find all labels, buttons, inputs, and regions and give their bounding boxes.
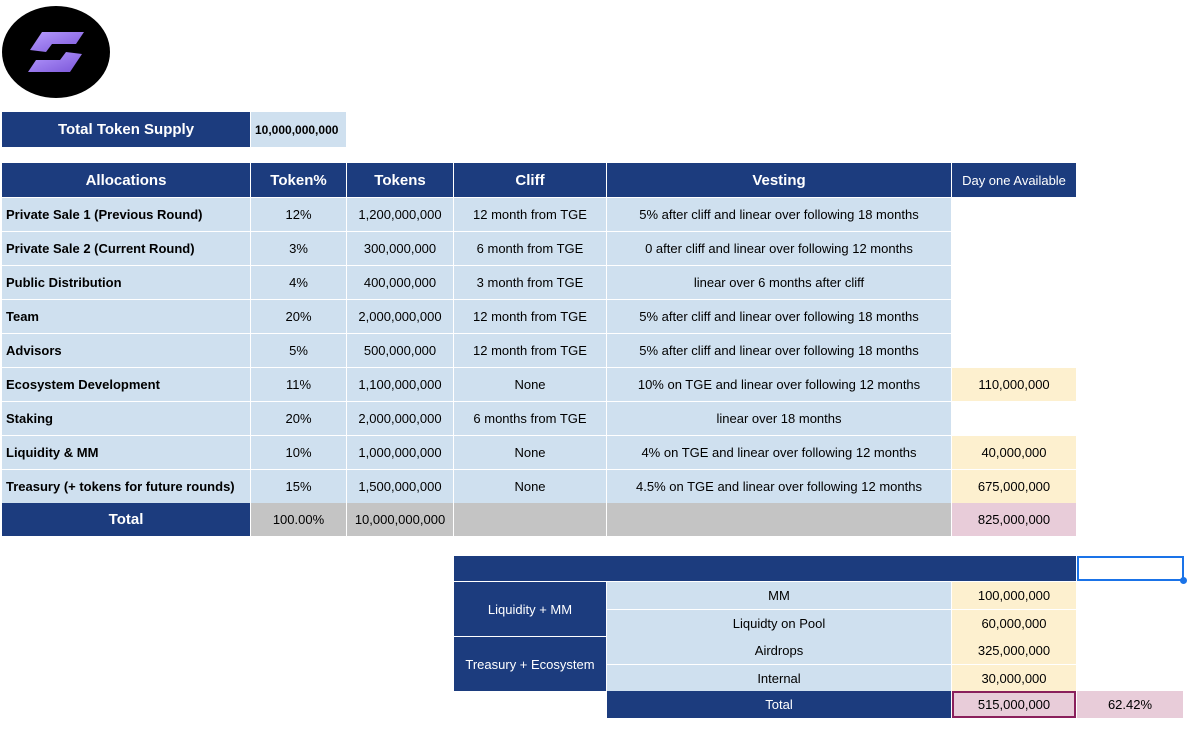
header-allocations: Allocations bbox=[2, 163, 250, 197]
row-allocation: Private Sale 2 (Current Round) bbox=[2, 232, 250, 265]
row-token-pct: 11% bbox=[251, 368, 346, 401]
row-vesting: linear over 18 months bbox=[607, 402, 951, 435]
row-tokens: 400,000,000 bbox=[347, 266, 453, 299]
row-cliff: 3 month from TGE bbox=[454, 266, 606, 299]
row-vesting: 4.5% on TGE and linear over following 12 months bbox=[607, 470, 951, 503]
row-token-pct: 4% bbox=[251, 266, 346, 299]
row-allocation: Advisors bbox=[2, 334, 250, 367]
row-token-pct: 20% bbox=[251, 402, 346, 435]
row-token-pct: 10% bbox=[251, 436, 346, 469]
row-token-pct: 3% bbox=[251, 232, 346, 265]
total-supply-value: 10,000,000,000 bbox=[251, 112, 346, 147]
row-cliff: 12 month from TGE bbox=[454, 300, 606, 333]
breakdown-group-label: Liquidity + MM bbox=[454, 582, 606, 636]
row-cliff: None bbox=[454, 368, 606, 401]
breakdown-total-value: 515,000,000 bbox=[952, 691, 1076, 718]
row-vesting: 10% on TGE and linear over following 12 months bbox=[607, 368, 951, 401]
row-token-pct: 5% bbox=[251, 334, 346, 367]
row-tokens: 2,000,000,000 bbox=[347, 300, 453, 333]
row-day-one bbox=[952, 300, 1076, 333]
row-vesting: 5% after cliff and linear over following 18 months bbox=[607, 334, 951, 367]
row-token-pct: 20% bbox=[251, 300, 346, 333]
total-supply-label: Total Token Supply bbox=[2, 112, 250, 147]
header-vesting: Vesting bbox=[607, 163, 951, 197]
header-token-pct: Token% bbox=[251, 163, 346, 197]
brand-logo bbox=[2, 6, 110, 98]
header-day-one: Day one Available bbox=[952, 163, 1076, 197]
row-allocation: Private Sale 1 (Previous Round) bbox=[2, 198, 250, 231]
total-row-pct: 100.00% bbox=[251, 503, 346, 536]
breakdown-item-value: 100,000,000 bbox=[952, 582, 1076, 609]
row-allocation: Public Distribution bbox=[2, 266, 250, 299]
breakdown-item-label: Liquidty on Pool bbox=[607, 610, 951, 637]
total-row-tokens: 10,000,000,000 bbox=[347, 503, 453, 536]
total-row-day-one: 825,000,000 bbox=[952, 503, 1076, 536]
total-row-label: Total bbox=[2, 503, 250, 536]
row-tokens: 500,000,000 bbox=[347, 334, 453, 367]
row-token-pct: 12% bbox=[251, 198, 346, 231]
row-token-pct: 15% bbox=[251, 470, 346, 503]
total-row-vesting bbox=[607, 503, 951, 536]
row-tokens: 1,500,000,000 bbox=[347, 470, 453, 503]
breakdown-item-value: 60,000,000 bbox=[952, 610, 1076, 637]
breakdown-item-value: 325,000,000 bbox=[952, 637, 1076, 664]
row-vesting: linear over 6 months after cliff bbox=[607, 266, 951, 299]
row-cliff: 6 months from TGE bbox=[454, 402, 606, 435]
header-cliff: Cliff bbox=[454, 163, 606, 197]
row-day-one bbox=[952, 402, 1076, 435]
selection-handle[interactable] bbox=[1180, 577, 1187, 584]
row-tokens: 2,000,000,000 bbox=[347, 402, 453, 435]
breakdown-item-label: MM bbox=[607, 582, 951, 609]
row-day-one bbox=[952, 334, 1076, 367]
row-tokens: 1,000,000,000 bbox=[347, 436, 453, 469]
row-allocation: Staking bbox=[2, 402, 250, 435]
row-tokens: 300,000,000 bbox=[347, 232, 453, 265]
row-allocation: Ecosystem Development bbox=[2, 368, 250, 401]
breakdown-item-label: Internal bbox=[607, 665, 951, 692]
row-cliff: 12 month from TGE bbox=[454, 334, 606, 367]
row-cliff: None bbox=[454, 436, 606, 469]
breakdown-total-label: Total bbox=[607, 691, 951, 718]
row-vesting: 5% after cliff and linear over following 18 months bbox=[607, 300, 951, 333]
breakdown-group-label: Treasury + Ecosystem bbox=[454, 637, 606, 691]
row-day-one bbox=[952, 232, 1076, 265]
row-day-one: 675,000,000 bbox=[952, 470, 1076, 503]
breakdown-item-label: Airdrops bbox=[607, 637, 951, 664]
breakdown-item-value: 30,000,000 bbox=[952, 665, 1076, 692]
header-tokens: Tokens bbox=[347, 163, 453, 197]
row-day-one bbox=[952, 198, 1076, 231]
logo-icon bbox=[2, 6, 110, 98]
row-allocation: Team bbox=[2, 300, 250, 333]
total-row-cliff bbox=[454, 503, 606, 536]
row-day-one: 110,000,000 bbox=[952, 368, 1076, 401]
row-allocation: Liquidity & MM bbox=[2, 436, 250, 469]
row-day-one: 40,000,000 bbox=[952, 436, 1076, 469]
row-vesting: 4% on TGE and linear over following 12 months bbox=[607, 436, 951, 469]
selected-cell[interactable] bbox=[1077, 556, 1184, 581]
row-tokens: 1,200,000,000 bbox=[347, 198, 453, 231]
breakdown-header-bar bbox=[454, 556, 1076, 581]
breakdown-total-pct: 62.42% bbox=[1077, 691, 1183, 718]
row-vesting: 5% after cliff and linear over following 18 months bbox=[607, 198, 951, 231]
row-cliff: None bbox=[454, 470, 606, 503]
row-tokens: 1,100,000,000 bbox=[347, 368, 453, 401]
row-cliff: 12 month from TGE bbox=[454, 198, 606, 231]
row-day-one bbox=[952, 266, 1076, 299]
row-vesting: 0 after cliff and linear over following 12 months bbox=[607, 232, 951, 265]
row-allocation: Treasury (+ tokens for future rounds) bbox=[2, 470, 250, 503]
row-cliff: 6 month from TGE bbox=[454, 232, 606, 265]
